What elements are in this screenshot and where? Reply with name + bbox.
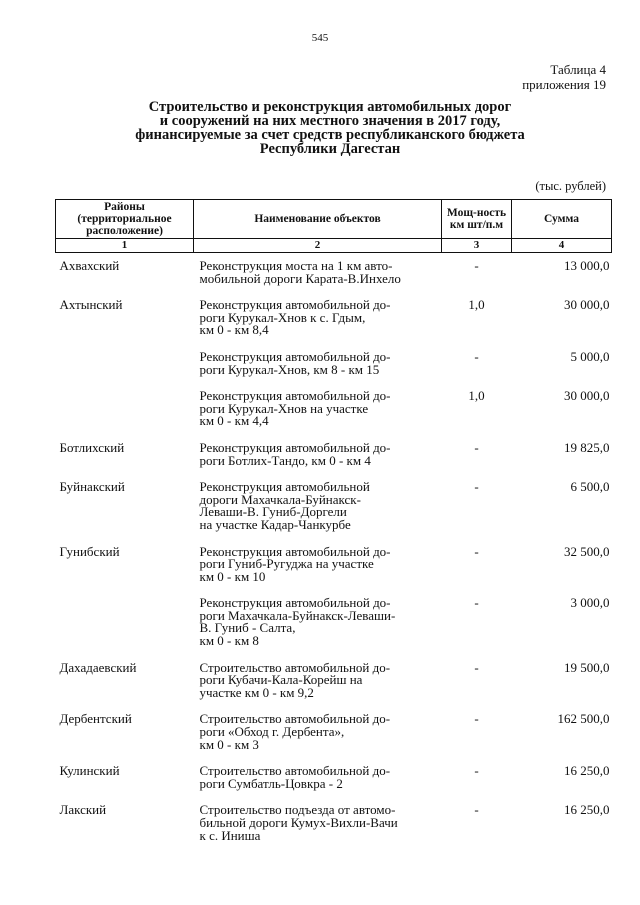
table-reference-line: Таблица 4: [550, 62, 606, 77]
object-name-line: дороги Махачкала-Буйнакск-: [199, 491, 361, 507]
title-line: финансируемые за счет средств республиканского бюджета: [135, 127, 525, 143]
title-line: Строительство и реконструкция автомобильных дорог: [148, 99, 512, 115]
table-row: [56, 442, 612, 481]
object-name-cell: [194, 659, 442, 714]
capacity-cell: -: [474, 711, 479, 727]
capacity-cell: 1,0: [468, 388, 485, 404]
district-cell: Буйнакский: [59, 479, 125, 495]
object-name-line: роги «Обход г. Дербента»,: [199, 724, 345, 740]
capacity-cell: -: [474, 479, 479, 495]
object-name-line: мобильной дороги Карата-В.Инхело: [199, 270, 401, 286]
object-name-cell: [194, 253, 442, 300]
capacity-cell: -: [474, 258, 479, 273]
object-name-line: к с. Иниша: [199, 827, 261, 843]
header-row: [56, 200, 612, 239]
amount-cell: 19 500,0: [564, 659, 610, 675]
column-number: 1: [56, 239, 194, 253]
object-name-cell: [194, 390, 442, 442]
amount-cell: 32 500,0: [564, 543, 610, 559]
amount-cell: 30 000,0: [564, 297, 610, 313]
object-name-cell: [194, 713, 442, 765]
amount-cell: 3 000,0: [570, 595, 610, 611]
capacity-cell: -: [474, 439, 479, 455]
district-cell: Дербентский: [59, 711, 132, 727]
object-name-line: Строительство автомобильной до-: [199, 711, 391, 727]
table-body: [56, 253, 612, 843]
object-name-line: Реконструкция моста на 1 км авто-: [199, 258, 393, 273]
document-title: [60, 100, 600, 156]
capacity-cell: -: [474, 659, 479, 675]
object-name-line: Реконструкция автомобильной до-: [199, 348, 391, 364]
amount-cell: 6 500,0: [570, 479, 610, 495]
object-name-line: Леваши-В. Гуниб-Доргели: [199, 504, 347, 520]
amount-cell: 5 000,0: [570, 348, 610, 364]
object-name-line: км 0 - км 4,4: [199, 413, 269, 429]
object-name-line: роги Махачкала-Буйнакск-Леваши-: [199, 607, 396, 623]
header-amount: Сумма: [512, 200, 612, 239]
object-name-line: роги Кубачи-Кала-Корейш на: [199, 672, 363, 688]
object-name-line: км 0 - км 8: [199, 633, 259, 649]
table-row: [56, 390, 612, 442]
district-cell: Ботлихский: [59, 439, 125, 455]
table-row: [56, 765, 612, 804]
header-object: Наименование объектов: [194, 200, 442, 239]
object-name-cell: [194, 439, 442, 481]
table-row: [56, 481, 612, 545]
header-district: Районы (территориальное расположение): [56, 200, 194, 239]
object-name-line: роги Сумбатль-Цовкра - 2: [199, 775, 343, 791]
title-line: Республики Дагестан: [259, 141, 401, 157]
amount-cell: 30 000,0: [564, 388, 610, 404]
district-cell: Дахадаевский: [59, 659, 137, 675]
district-cell: Гунибский: [59, 543, 120, 559]
district-cell: [56, 351, 194, 390]
object-name-line: бильной дороги Кумух-Вихли-Вачи: [199, 815, 398, 830]
column-number-row: [56, 239, 612, 253]
capacity-cell: -: [474, 543, 479, 559]
object-name-line: Реконструкция автомобильной до-: [199, 388, 391, 404]
object-name-cell: [194, 804, 442, 842]
object-name-line: км 0 - км 10: [199, 568, 266, 584]
object-name-line: Реконструкция автомобильной: [199, 479, 370, 495]
object-name-line: роги Курукал-Хнов к с. Гдым,: [199, 309, 366, 325]
object-name-line: км 0 - км 3: [199, 736, 259, 752]
district-cell: Лакский: [59, 802, 107, 818]
table-row: [56, 662, 612, 714]
object-name-line: Реконструкция автомобильной до-: [199, 543, 391, 559]
amount-cell: 162 500,0: [557, 711, 610, 727]
table-reference-line: приложения 19: [522, 77, 606, 92]
amount-cell: 16 250,0: [564, 763, 610, 779]
district-cell: [56, 390, 194, 442]
column-number: 3: [442, 239, 512, 253]
table-row: [56, 597, 612, 661]
capacity-cell: -: [474, 595, 479, 611]
amount-cell: 16 250,0: [564, 802, 610, 818]
table-row: [56, 713, 612, 765]
object-name-line: Строительство подъезда от автомо-: [199, 802, 396, 818]
object-name-line: Реконструкция автомобильной до-: [199, 595, 391, 611]
object-name-line: роги Курукал-Хнов на участке: [199, 400, 369, 416]
object-name-cell: [194, 543, 442, 598]
capacity-cell: -: [474, 802, 479, 818]
object-name-cell: [194, 765, 442, 804]
page-number: 545: [311, 32, 329, 44]
amount-cell: 19 825,0: [564, 439, 610, 455]
object-name-line: Реконструкция автомобильной до-: [199, 439, 391, 455]
capacity-cell: -: [474, 348, 479, 364]
table-row: [56, 299, 612, 351]
title-line: и сооружений на них местного значения в 2017 году,: [159, 113, 501, 129]
financing-table: [55, 199, 612, 842]
object-name-line: роги Ботлих-Тандо, км 0 - км 4: [199, 452, 371, 468]
object-name-line: Строительство автомобильной до-: [199, 659, 391, 675]
object-name-line: на участке Кадар-Чанкурбе: [199, 516, 351, 532]
units-note: (тыс. рублей): [535, 179, 606, 193]
object-name-line: Реконструкция автомобильной до-: [199, 297, 391, 313]
object-name-cell: [194, 348, 442, 390]
object-name-line: роги Курукал-Хнов, км 8 - км 15: [199, 361, 380, 377]
object-name-cell: [194, 481, 442, 545]
object-name-line: В. Гуниб - Салта,: [199, 620, 296, 636]
object-name-cell: [194, 597, 442, 661]
district-cell: Ахвахский: [59, 258, 120, 273]
district-cell: [56, 597, 194, 661]
object-name-line: участке км 0 - км 9,2: [199, 684, 314, 700]
capacity-cell: 1,0: [468, 297, 485, 313]
column-number: 2: [194, 239, 442, 253]
object-name-line: роги Гуниб-Ругуджа на участке: [199, 556, 374, 572]
capacity-cell: -: [474, 763, 479, 779]
header-capacity: Мощ-ность км шт/п.м: [442, 200, 512, 239]
object-name-cell: [194, 299, 442, 351]
column-number: 4: [512, 239, 612, 253]
amount-cell: 13 000,0: [564, 258, 610, 273]
table-row: [56, 804, 612, 842]
table-reference: [522, 62, 606, 92]
district-cell: Ахтынский: [59, 297, 123, 313]
table-row: [56, 253, 612, 300]
object-name-line: км 0 - км 8,4: [199, 322, 269, 338]
district-cell: Кулинский: [59, 763, 120, 779]
object-name-line: Строительство автомобильной до-: [199, 763, 391, 779]
table-row: [56, 546, 612, 598]
table-row: [56, 351, 612, 390]
